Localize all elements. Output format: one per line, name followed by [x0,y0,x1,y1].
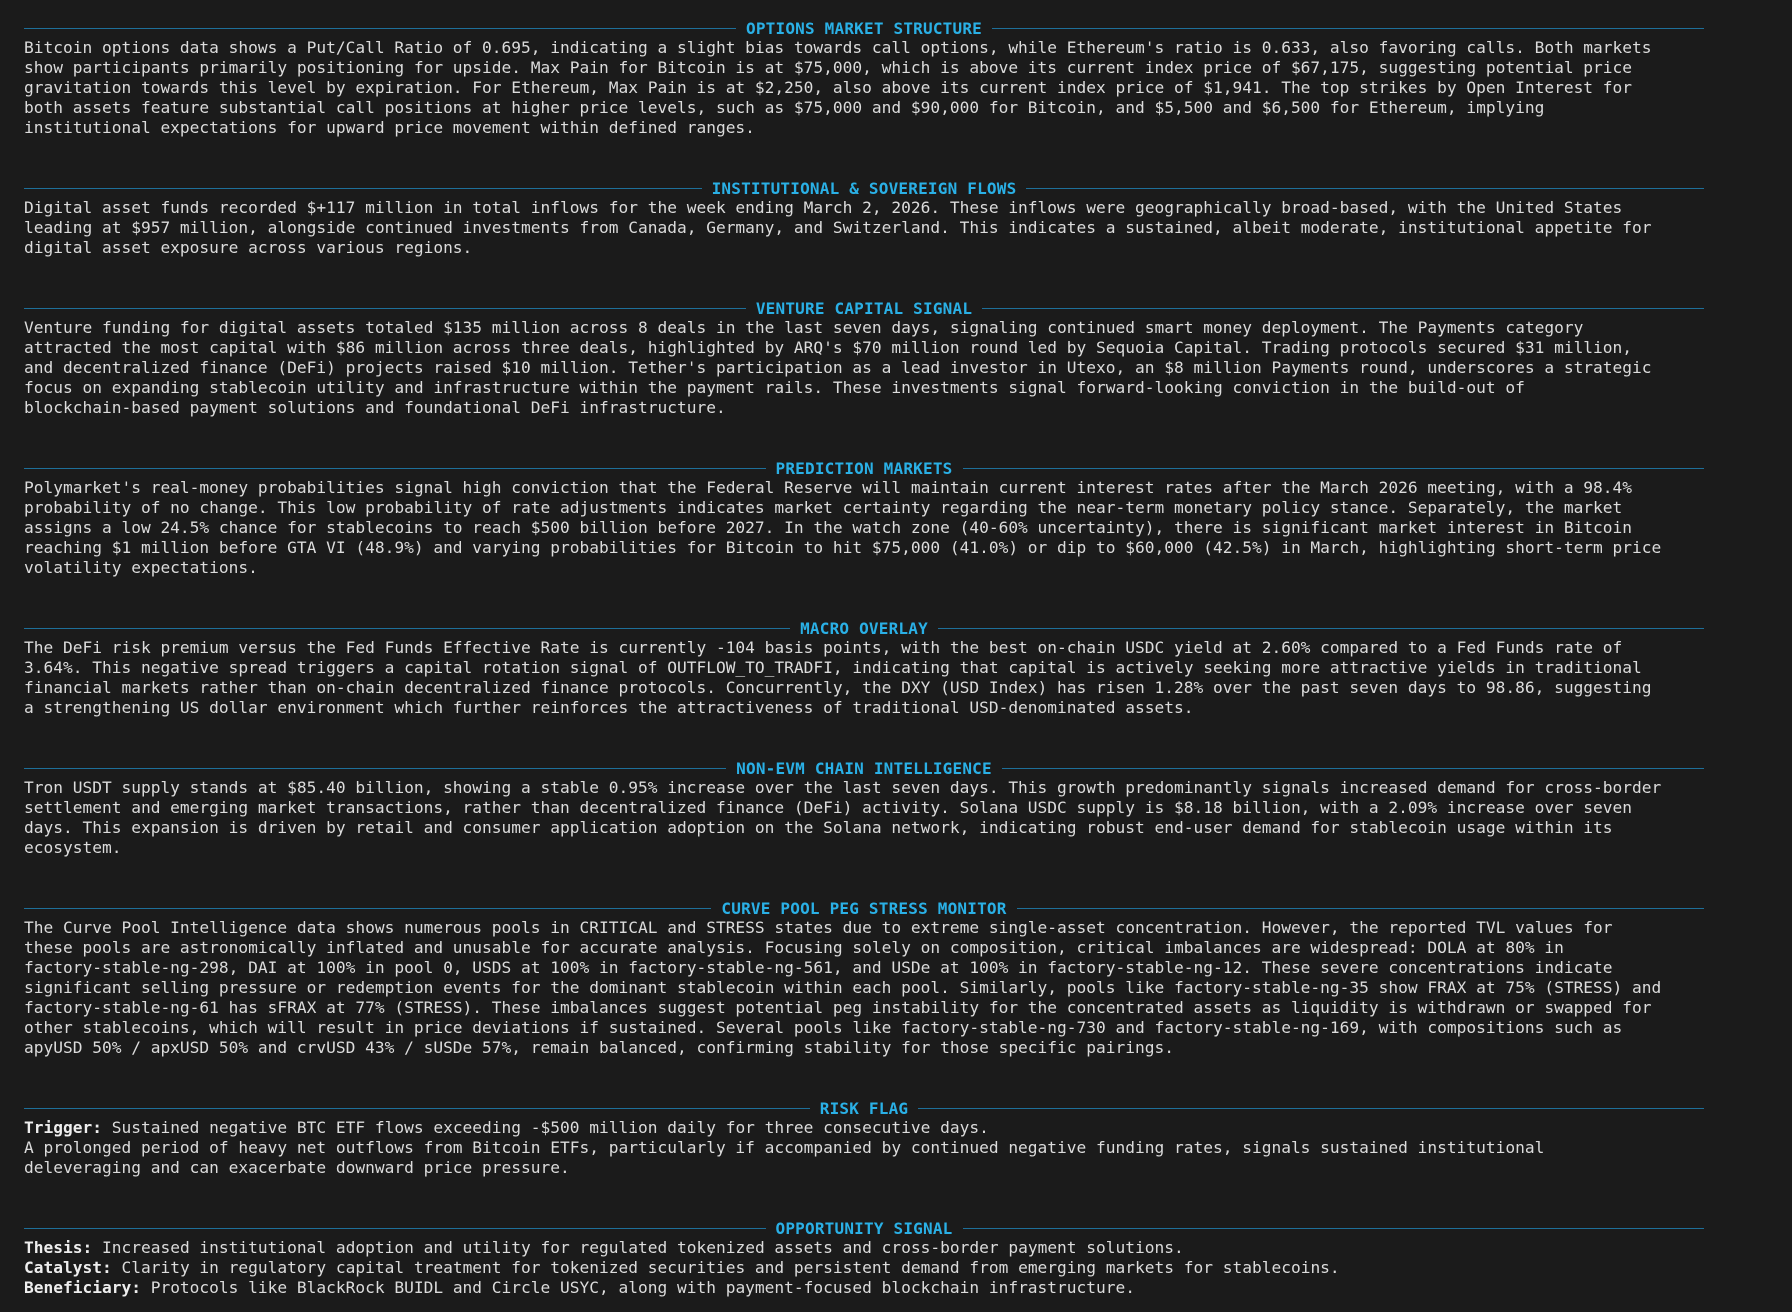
section-title: PREDICTION MARKETS [775,458,953,478]
body-line: leading at $957 million, alongside continued investments from Canada, Germany, and Switzerland. This indicates a sustained, albeit moderate, institutional appetite for [24,218,1652,237]
body-line: institutional expectations for upward price movement within defined ranges. [24,118,755,137]
header-rule-left [24,908,711,909]
header-rule-right [1026,188,1704,189]
section-header [24,298,1704,318]
section-institutional-flows [24,178,1744,258]
section-header [24,618,1704,638]
section-title: INSTITUTIONAL & SOVEREIGN FLOWS [711,178,1017,198]
section-title: RISK FLAG [819,1098,909,1118]
section-title: CURVE POOL PEG STRESS MONITOR [721,898,1007,918]
header-rule-left [24,188,702,189]
body-line: Digital asset funds recorded $+117 million in total inflows for the week ending March 2, 2026. These inflows were geographically broad-based, with the United States [24,198,1623,217]
section-venture-capital-signal [24,298,1744,418]
body-line: Bitcoin options data shows a Put/Call Ratio of 0.695, indicating a slight bias towards call options, while Ethereum's ratio is 0.633, also favoring calls. Both markets [24,38,1652,57]
body-line: settlement and emerging market transactions, rather than decentralized finance (DeFi) activity. Solana USDC supply is $8.18 billion, with a 2.09% increase over seven [24,798,1633,817]
body-line: factory-stable-ng-61 has sFRAX at 77% (STRESS). These imbalances suggest potential peg instability for the concentrated assets as liquidity is withdrawn or swapped for [24,998,1652,1017]
section-title: MACRO OVERLAY [800,618,928,638]
header-rule-right [1002,768,1704,769]
body-line: a strengthening US dollar environment which further reinforces the attractiveness of traditional USD-denominated assets. [24,698,1194,717]
catalyst-text: Clarity in regulatory capital treatment for tokenized securities and persistent demand from emerging markets for stablecoins. [111,1258,1340,1277]
risk-trigger-line [24,1118,1744,1138]
header-rule-right [992,28,1704,29]
body-line: reaching $1 million before GTA VI (48.9%) and varying probabilities for Bitcoin to hit $75,000 (41.0%) or dip to $60,000 (42.5%) in March, highlighting short-term price [24,538,1662,557]
body-line: financial markets rather than on-chain decentralized finance protocols. Concurrently, the DXY (USD Index) has risen 1.28% over the past seven days to 98.86, suggesting [24,678,1652,697]
section-title: VENTURE CAPITAL SIGNAL [755,298,973,318]
section-options-market-structure [24,18,1744,138]
body-line: Polymarket's real-money probabilities signal high conviction that the Federal Reserve will maintain current interest rates after the March 2026 meeting, with a 98.4% [24,478,1633,497]
thesis-text: Increased institutional adoption and utility for regulated tokenized assets and cross-border payment solutions. [92,1238,1184,1257]
header-rule-left [24,1108,810,1109]
body-line: and decentralized finance (DeFi) projects raised $10 million. Tether's participation as a lead investor in Utexo, an $8 million Payments round, underscores a strategic [24,358,1652,377]
header-rule-right [982,308,1704,309]
catalyst-label: Catalyst: [24,1258,112,1277]
section-body [24,38,1744,138]
header-rule-left [24,468,766,469]
section-body [24,198,1744,258]
trigger-label: Trigger: [24,1118,102,1137]
body-line: volatility expectations. [24,558,258,577]
header-rule-right [1017,908,1704,909]
section-prediction-markets [24,458,1744,578]
trigger-text: Sustained negative BTC ETF flows exceeding -$500 million daily for three consecutive days. [101,1118,989,1137]
body-line: Venture funding for digital assets totaled $135 million across 8 deals in the last seven days, signaling continued smart money deployment. The Payments category [24,318,1584,337]
section-title: NON-EVM CHAIN INTELLIGENCE [736,758,992,778]
section-macro-overlay [24,618,1744,718]
beneficiary-text: Protocols like BlackRock BUIDL and Circle USYC, along with payment-focused blockchain infrastructure. [140,1278,1136,1297]
section-body [24,778,1744,858]
section-non-evm-chain-intelligence [24,758,1744,858]
body-line: probability of no change. This low probability of rate adjustments indicates market certainty regarding the near-term monetary policy stance. Separately, the market [24,498,1623,517]
section-body [24,318,1744,418]
body-line: apyUSD 50% / apxUSD 50% and crvUSD 43% / sUSDe 57%, remain balanced, confirming stability for those specific pairings. [24,1038,1174,1057]
body-line: these pools are astronomically inflated and unusable for accurate analysis. Focusing solely on composition, critical imbalances are widespread: DOLA at 80% in [24,938,1564,957]
body-line: deleveraging and can exacerbate downward price pressure. [24,1158,570,1177]
section-body [24,478,1744,578]
section-header [24,458,1704,478]
header-rule-left [24,1228,766,1229]
section-curve-pool-peg-stress-monitor [24,898,1744,1058]
header-rule-left [24,768,726,769]
catalyst-line [24,1258,1704,1278]
section-title: OPTIONS MARKET STRUCTURE [746,18,982,38]
body-line: assigns a low 24.5% chance for stablecoins to reach $500 billion before 2027. In the watch zone (40-60% uncertainty), there is significant market interest in Bitcoin [24,518,1633,537]
section-title: OPPORTUNITY SIGNAL [775,1218,953,1238]
body-line: significant selling pressure or redemption events for the dominant stablecoin within each pool. Similarly, pools like factory-stable-ng-35 show FRAX at 75% (STRESS) and [24,978,1662,997]
header-rule-left [24,308,746,309]
beneficiary-label: Beneficiary: [24,1278,141,1297]
beneficiary-line [24,1278,1704,1298]
body-line: A prolonged period of heavy net outflows from Bitcoin ETFs, particularly if accompanied by continued negative funding rates, signals sustained institutional [24,1138,1545,1157]
header-rule-right [963,468,1705,469]
body-line: attracted the most capital with $86 million across three deals, highlighted by ARQ's $70 million round led by Sequoia Capital. Trading protocols secured $31 million, [24,338,1633,357]
body-line: digital asset exposure across various regions. [24,238,473,257]
header-rule-right [918,1108,1704,1109]
body-line: ecosystem. [24,838,122,857]
section-body [24,918,1744,1058]
section-header [24,178,1704,198]
section-header [24,1098,1704,1118]
section-body [24,1138,1744,1178]
section-header [24,1218,1704,1238]
thesis-label: Thesis: [24,1238,93,1257]
body-line: 3.64%. This negative spread triggers a capital rotation signal of OUTFLOW_TO_TRADFI, indicating that capital is actively seeking more attractive yields in traditional [24,658,1642,677]
header-rule-left [24,28,736,29]
header-rule-right [938,628,1704,629]
section-header [24,898,1704,918]
body-line: blockchain-based payment solutions and foundational DeFi infrastructure. [24,398,726,417]
section-opportunity-signal [24,1218,1704,1298]
body-line: factory-stable-ng-298, DAI at 100% in pool 0, USDS at 100% in factory-stable-ng-561, and USDe at 100% in factory-stable-ng-12. These severe concentrations indicate [24,958,1613,977]
section-risk-flag [24,1098,1744,1178]
body-line: both assets feature substantial call positions at higher price levels, such as $75,000 and $90,000 for Bitcoin, and $5,500 and $6,500 for Ethereum, implying [24,98,1545,117]
header-rule-right [963,1228,1705,1229]
body-line: focus on expanding stablecoin utility and infrastructure within the payment rails. These investments signal forward-looking conviction in the build-out of [24,378,1525,397]
section-header [24,758,1704,778]
body-line: Tron USDT supply stands at $85.40 billion, showing a stable 0.95% increase over the last seven days. This growth predominantly signals increased demand for cross-border [24,778,1662,797]
body-line: show participants primarily positioning for upside. Max Pain for Bitcoin is at $75,000, which is above its current index price of $67,175, suggesting potential price [24,58,1633,77]
body-line: days. This expansion is driven by retail and consumer application adoption on the Solana network, indicating robust end-user demand for stablecoin usage within its [24,818,1613,837]
body-line: gravitation towards this level by expiration. For Ethereum, Max Pain is at $2,250, also above its current index price of $1,941. The top strikes by Open Interest for [24,78,1633,97]
body-line: The DeFi risk premium versus the Fed Funds Effective Rate is currently -104 basis points, with the best on-chain USDC yield at 2.60% compared to a Fed Funds rate of [24,638,1623,657]
thesis-line [24,1238,1704,1258]
body-line: other stablecoins, which will result in price deviations if sustained. Several pools like factory-stable-ng-730 and factory-stable-ng-169, with compositions such as [24,1018,1623,1037]
section-body [24,638,1744,718]
header-rule-left [24,628,790,629]
section-header [24,18,1704,38]
body-line: The Curve Pool Intelligence data shows numerous pools in CRITICAL and STRESS states due to extreme single-asset concentration. However, the reported TVL values for [24,918,1613,937]
